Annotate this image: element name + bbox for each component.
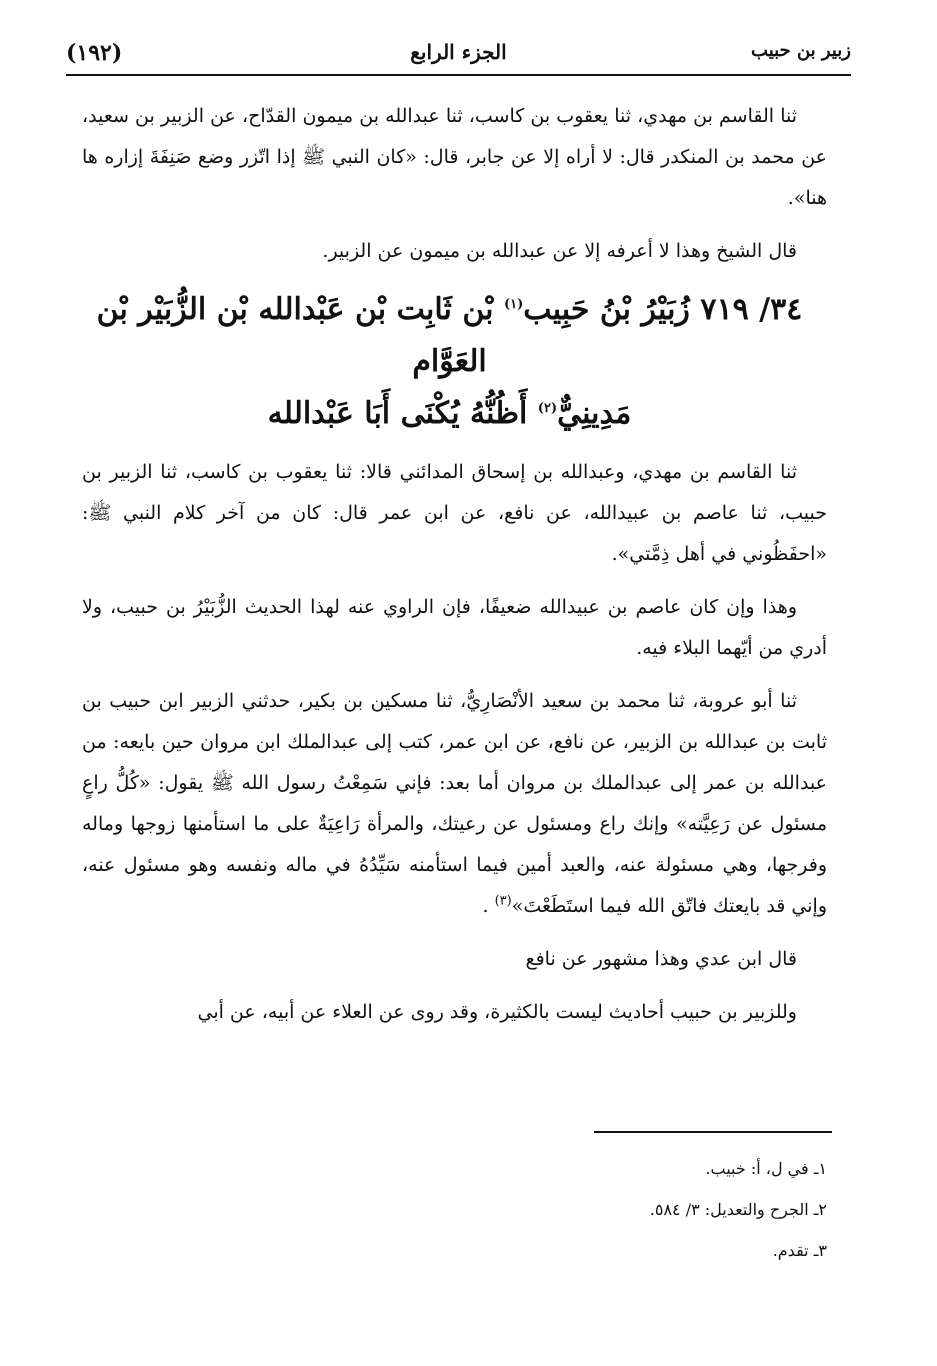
entry-heading-line-1 <box>82 284 817 388</box>
footnotes <box>82 1148 827 1271</box>
entry-heading-line-2 <box>82 388 817 440</box>
paragraph: قال الشيخ وهذا لا أعرفه إلا عن عبدالله بن ميمون عن الزبير. <box>322 240 797 262</box>
paragraph-text: ثنا أبو عروبة، ثنا محمد بن سعيد الأنْصَارِيُّ، ثنا مسكين بن بكير، حدثني الزبير ابن حبيب بن ثابت بن عبدالله بن الزبير، عن نافع، عن ابن عمر، كتب إلى عبدالملك ابن مروان حين بايعه: من عبدالله بن عمر إلى عبدالملك بن مروان أما بعد: فإني سَمِعْتُ رسول الله ﷺ يقول: «كُلُّ راعٍ مسئول عن رَعِيَّته» وإنك راع ومسئول عن رعيتك، والمرأة رَاعِيَةٌ على ما استأمنها زوجها وماله وفرجها، وهي مسئولة عنه، والعبد أمين فيما استأمنه سَيِّدُهُ في ماله ونفسه وهو مسئول عنه، وإني قد بايعتك فاتّق الله فيما استَطَعْتَ» <box>82 690 827 917</box>
footnote-ref-3: (٣) <box>494 893 512 909</box>
paragraph: وللزبير بن حبيب أحاديث ليست بالكثيرة، وقد روى عن العلاء عن أبيه، عن أبي <box>197 1001 797 1023</box>
footnote-ref-2: (٢) <box>537 401 558 416</box>
page-header <box>66 36 851 76</box>
page-number: (١٩٢) <box>66 40 123 66</box>
entry-heading-kunya: أَظُنُّهُ يُكْنَى أَبَا عَبْدالله <box>267 396 538 431</box>
header-rule <box>66 74 851 76</box>
paragraph: ثنا القاسم بن مهدي، وعبدالله بن إسحاق المدائني قالا: ثنا يعقوب بن كاسب، ثنا الزبير بن حبيب، ثنا عاصم بن عبيدالله، عن نافع، عن ابن عمر قال: كان من آخر كلام النبي ﷺ: «احفَظُوني في أهل ذِمَّتي». <box>82 461 827 565</box>
entry-heading-lineage: بْن ثَابِت بْن عَبْدالله بْن الزُّبَيْر بْن العَوَّام <box>96 292 504 379</box>
footnote-1: ١ـ في ل، أ: خبيب. <box>705 1159 827 1178</box>
entry-heading <box>82 284 827 440</box>
footnote-3: ٣ـ تقدم. <box>772 1241 827 1260</box>
paragraph: ثنا أبو عروبة، ثنا محمد بن سعيد الأنْصَارِيُّ، ثنا مسكين بن بكير، حدثني الزبير ابن حبيب بن ثابت بن عبدالله بن الزبير، عن نافع، عن ابن عمر، كتب إلى عبدالملك ابن مروان حين بايعه: من عبدالله بن عمر إلى عبدالملك بن مروان أما بعد: فإني سَمِعْتُ رسول الله ﷺ يقول: «كُلُّ راعٍ مسئول عن رَعِيَّته» وإنك راع ومسئول عن رعيتك، والمرأة رَاعِيَةٌ على ما استأمنها زوجها وماله وفرجها، وهي مسئولة عنه، والعبد أمين فيما استأمنه سَيِّدُهُ في ماله ونفسه وهو مسئول عنه، وإني قد بايعتك فاتّق الله فيما استَطَعْتَ»$^{(٣)}$ . <box>82 690 827 917</box>
paragraph: وهذا وإن كان عاصم بن عبيدالله ضعيفًا، فإن الراوي عنه لهذا الحديث الزُّبَيْرُ بن حبيب، ولا أدري من أيّهما البلاء فيه. <box>82 596 827 659</box>
paragraph: قال ابن عدي وهذا مشهور عن نافع <box>525 948 797 970</box>
footnote-2: ٢ـ الجرح والتعديل: ٣/ ٥٨٤. <box>649 1200 827 1219</box>
footnote-ref-1: (١) <box>503 297 524 312</box>
entry-heading-name: ٣٤/ ٧١٩ زُبَيْرُ بْنُ حَبِيب <box>523 292 803 327</box>
page-body <box>82 96 827 1045</box>
running-head-part: الجزء الرابع <box>410 40 507 64</box>
running-head-entry: زبير بن حبيب <box>751 40 851 61</box>
entry-heading-nisba: مَدِينِيٌّ <box>557 396 632 431</box>
footnote-separator <box>594 1131 832 1133</box>
paragraph: ثنا القاسم بن مهدي، ثنا يعقوب بن كاسب، ثنا عبدالله بن ميمون القدّاح، عن الزبير بن سعيد، عن محمد بن المنكدر قال: لا أراه إلا عن جابر، قال: «كان النبي ﷺ إذا اتّزر وضع صَنِفَةَ إزاره ها هنا». <box>82 105 827 209</box>
